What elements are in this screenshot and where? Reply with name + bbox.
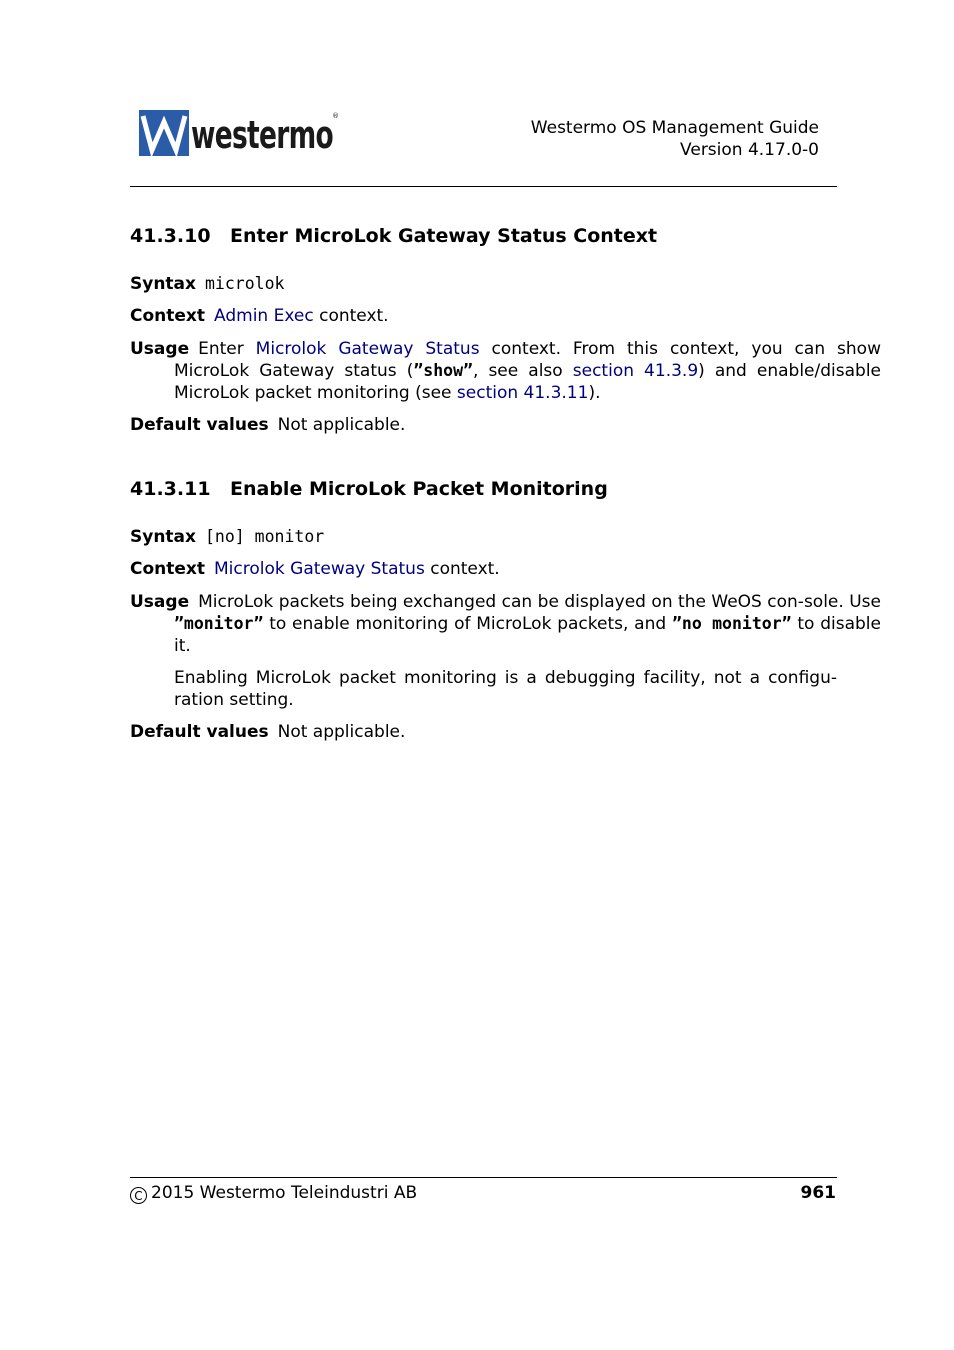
default-values-entry	[130, 721, 837, 743]
context-entry	[130, 305, 837, 327]
usage-label: Usage	[130, 592, 190, 612]
syntax-value: microlok	[205, 274, 285, 293]
svg-text:westermo: westermo	[191, 113, 333, 156]
section-title: Enter MicroLok Gateway Status Context	[230, 225, 658, 247]
westermo-logo	[139, 110, 339, 156]
default-values-label: Default values	[130, 722, 269, 742]
running-header	[531, 117, 819, 161]
syntax-value: [no] monitor	[205, 527, 325, 546]
usage-link-section-41-3-11[interactable]: section 41.3.11	[456, 383, 589, 403]
context-link-admin-exec[interactable]: Admin Exec	[214, 306, 314, 326]
section-heading	[130, 225, 657, 247]
usage-text: MicroLok packets being exchanged can be displayed on the WeOS con-sole. Use	[198, 592, 881, 612]
syntax-entry	[130, 526, 837, 548]
syntax-entry	[130, 273, 837, 295]
usage-label: Usage	[130, 339, 190, 359]
syntax-label: Syntax	[130, 274, 196, 294]
header-divider	[130, 186, 837, 187]
context-suffix: context.	[313, 306, 389, 326]
default-values-value: Not applicable.	[277, 415, 406, 435]
usage-paragraph: Enabling MicroLok packet monitoring is a debugging facility, not a configu-ration setting.	[174, 668, 837, 710]
footer-divider	[130, 1177, 837, 1178]
guide-version: Version 4.17.0-0	[680, 140, 819, 160]
usage-text: to enable monitoring of MicroLok packets, and	[263, 614, 672, 634]
section-number: 41.3.10	[130, 225, 211, 247]
default-values-value: Not applicable.	[277, 722, 406, 742]
usage-text: context. From this context, you can show MicroLok Gateway status (	[174, 339, 881, 381]
context-label: Context	[130, 559, 206, 579]
usage-text: , see also	[472, 361, 573, 381]
usage-text: to disable it.	[174, 614, 881, 656]
guide-title: Westermo OS Management Guide	[530, 118, 819, 138]
svg-text:®: ®	[332, 112, 339, 120]
copyright-icon: C	[130, 1187, 147, 1204]
usage-link-section-41-3-9[interactable]: section 41.3.9	[572, 361, 699, 381]
usage-text: Enter	[198, 339, 256, 359]
usage-text: ).	[588, 383, 601, 403]
section-number: 41.3.11	[130, 478, 211, 500]
usage-link-microlok-gateway-status[interactable]: Microlok Gateway Status	[255, 339, 480, 359]
usage-entry	[130, 338, 881, 404]
footer-copyright	[130, 1182, 417, 1204]
copyright-text: 2015 Westermo Teleindustri AB	[151, 1183, 418, 1203]
default-values-entry	[130, 414, 837, 436]
context-entry	[130, 558, 837, 580]
context-label: Context	[130, 306, 206, 326]
page-number: 961	[800, 1183, 836, 1203]
usage-text: ) and enable/disable MicroLok packet monitoring (see	[174, 361, 882, 403]
section-title: Enable MicroLok Packet Monitoring	[230, 478, 608, 500]
usage-code-monitor: ”monitor”	[174, 614, 264, 633]
usage-entry	[130, 591, 881, 657]
syntax-label: Syntax	[130, 527, 196, 547]
default-values-label: Default values	[130, 415, 269, 435]
usage-code-show: ”show”	[413, 361, 473, 380]
usage-code-no-monitor: ”no monitor”	[671, 614, 792, 633]
context-link-microlok-gateway-status[interactable]: Microlok Gateway Status	[214, 559, 425, 579]
section-heading	[130, 478, 608, 500]
context-suffix: context.	[424, 559, 500, 579]
